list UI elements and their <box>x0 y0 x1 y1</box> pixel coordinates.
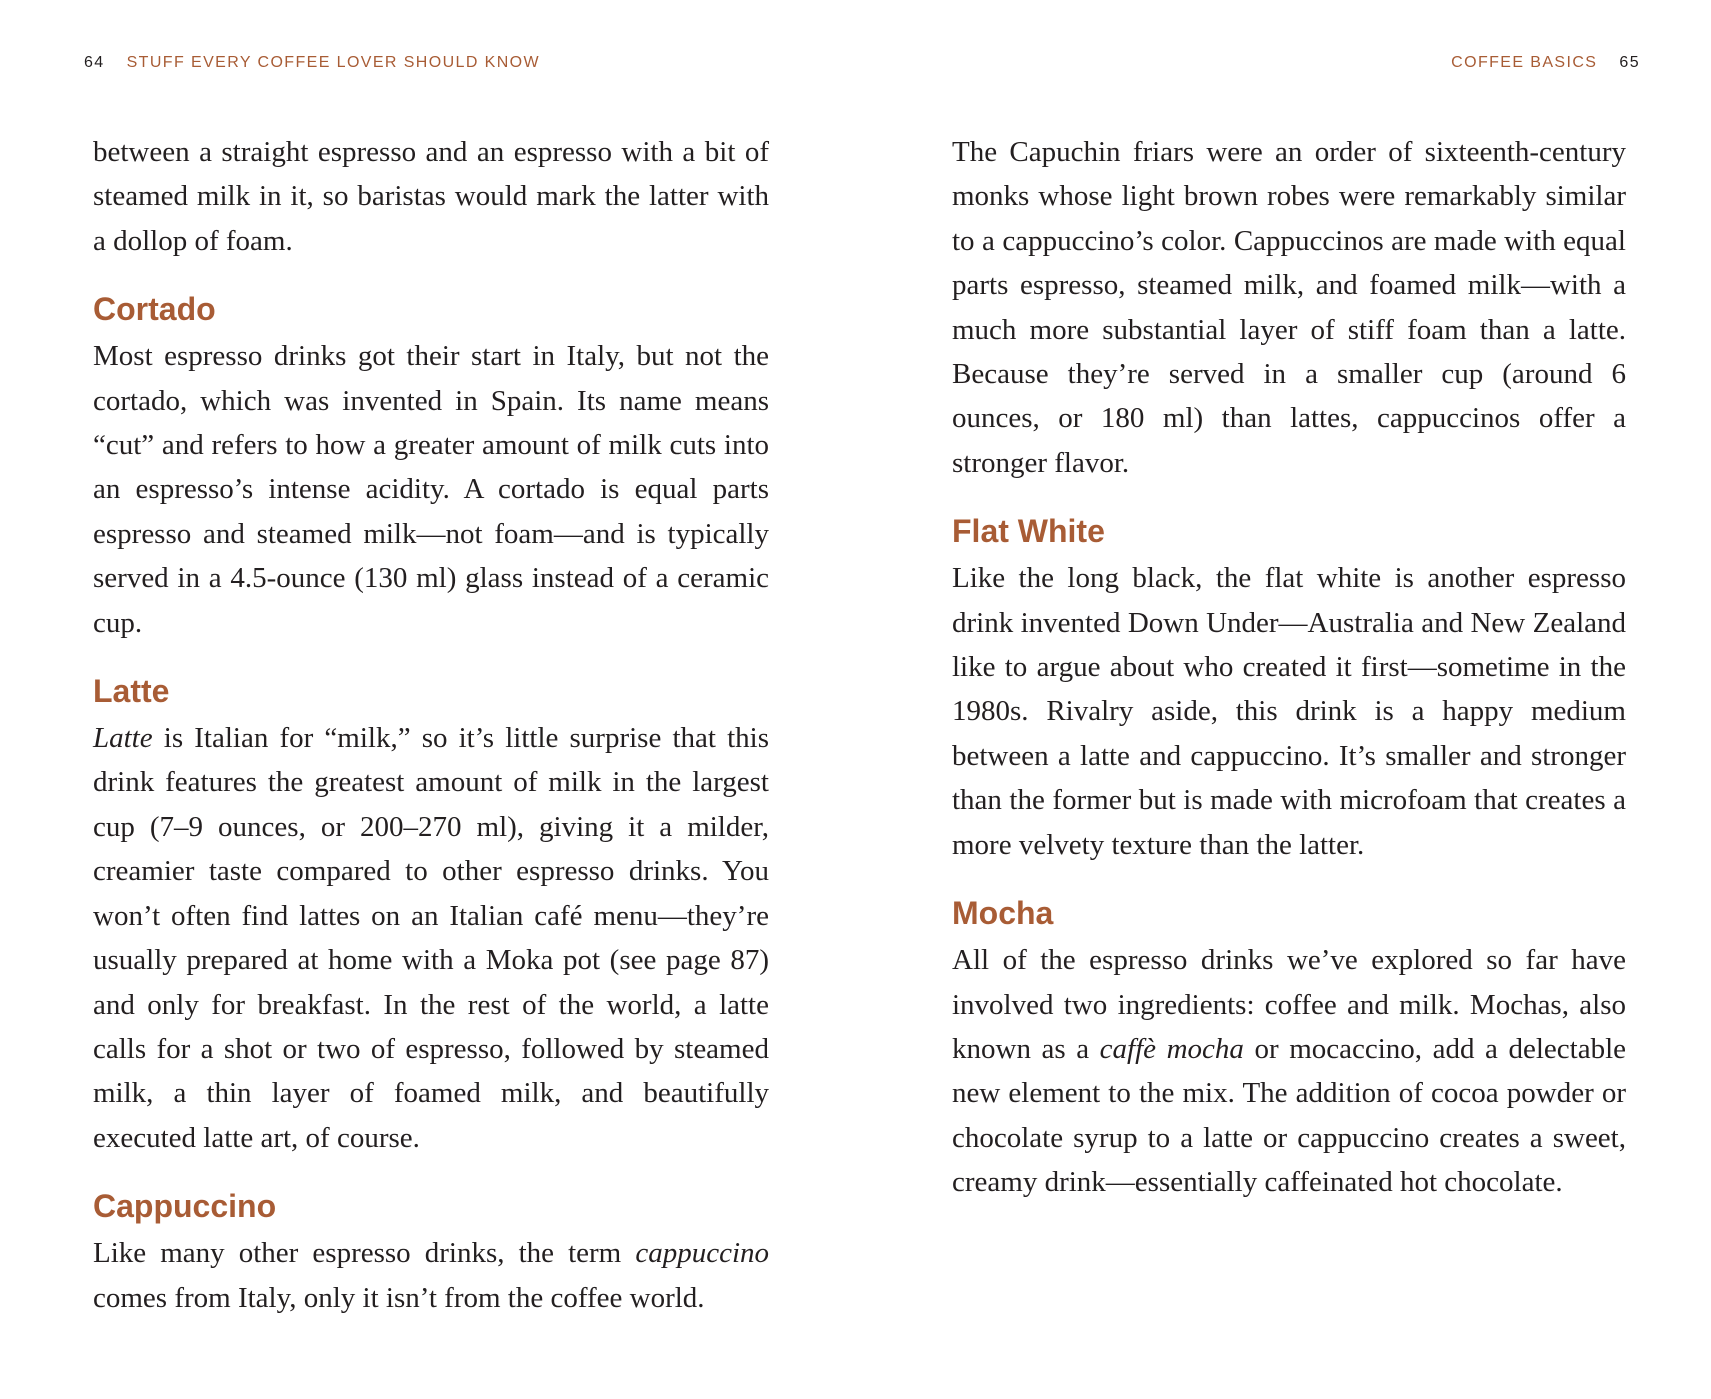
mocha-text-after: or mocaccino, add a delectable new element to the mix. The addition of cocoa powder or chocolate syrup to a latte or cappuccino creates a sweet, creamy drink—essentially caffeinated hot chocolate. <box>952 1032 1626 1199</box>
cappuccino-continued-paragraph: The Capuchin friars were an order of sixteenth-century monks whose light brown robes were remarkably similar to a cappuccino’s color. Cappuccinos are made with equal parts espresso, steamed milk, and foamed milk—with a much more substantial layer of stiff foam than a latte. Because they’re served in a smaller cup (around 6 ounces, or 180 ml) than lattes, cappuccinos offer a stronger flavor. <box>952 136 1626 479</box>
left-running-head <box>84 54 540 72</box>
mocha-paragraph <box>952 938 1626 1204</box>
latte-italic-lead: Latte <box>93 722 153 755</box>
flat-white-paragraph: Like the long black, the flat white is another espresso drink invented Down Under—Australia and New Zealand like to argue about who created it first—sometime in the 1980s. Rivalry aside, this drink is a happy medium between a latte and cappuccino. It’s smaller and stronger than the former but is made with microfoam that creates a more velvety texture than the latter. <box>952 562 1626 861</box>
mocha-italic-phrase: caffè mocha <box>1099 1032 1244 1065</box>
latte-paragraph-rest: is Italian for “milk,” so it’s little surprise that this drink features the greatest amount of milk in the largest cup (7–9 ounces, or 200–270 ml), giving it a milder, creamier taste compared to other espresso drinks. You won’t often find lattes on an Italian café menu—they’re usually prepared at home with a Moka pot (see page 87) and only for breakfast. In the rest of the world, a latte calls for a shot or two of espresso, followed by steamed milk, a thin layer of foamed milk, and beautifully executed latte art, of course. <box>93 722 769 1154</box>
intro-paragraph: between a straight espresso and an espresso with a bit of steamed milk in it, so baristas would mark the latter with a dollop of foam. <box>93 136 769 257</box>
mocha-heading: Mocha <box>952 895 1054 932</box>
right-page-number: 65 <box>1619 54 1640 71</box>
mocha-text-before: All of the espresso drinks we’ve explored so far have involved two ingredients: coffee and milk. Mochas, also known as a <box>952 944 1626 1065</box>
cappuccino-italic-word: cappuccino <box>635 1237 769 1270</box>
right-page <box>855 0 1711 1399</box>
latte-paragraph <box>93 716 769 1160</box>
cappuccino-heading: Cappuccino <box>93 1188 277 1225</box>
cappuccino-text-after: comes from Italy, only it isn’t from the coffee world. <box>93 1281 705 1314</box>
cappuccino-paragraph <box>93 1231 769 1320</box>
latte-heading: Latte <box>93 673 170 710</box>
flat-white-heading: Flat White <box>952 513 1105 550</box>
left-page <box>0 0 855 1399</box>
right-running-head <box>1451 54 1640 72</box>
cortado-heading: Cortado <box>93 291 216 328</box>
left-text-block <box>93 130 769 1320</box>
cappuccino-text-before: Like many other espresso drinks, the term <box>93 1237 636 1270</box>
left-running-title: STUFF EVERY COFFEE LOVER SHOULD KNOW <box>126 54 541 71</box>
cortado-paragraph: Most espresso drinks got their start in Italy, but not the cortado, which was invented in Spain. Its name means “cut” and refers to how a greater amount of milk cuts into an espresso’s intense acidity. A cortado is equal parts espresso and steamed milk—not foam—and is typically served in a 4.5-ounce (130 ml) glass instead of a ceramic cup. <box>93 340 769 639</box>
right-running-title: COFFEE BASICS <box>1451 54 1598 71</box>
left-page-number: 64 <box>84 54 105 71</box>
right-text-block <box>952 130 1626 1205</box>
